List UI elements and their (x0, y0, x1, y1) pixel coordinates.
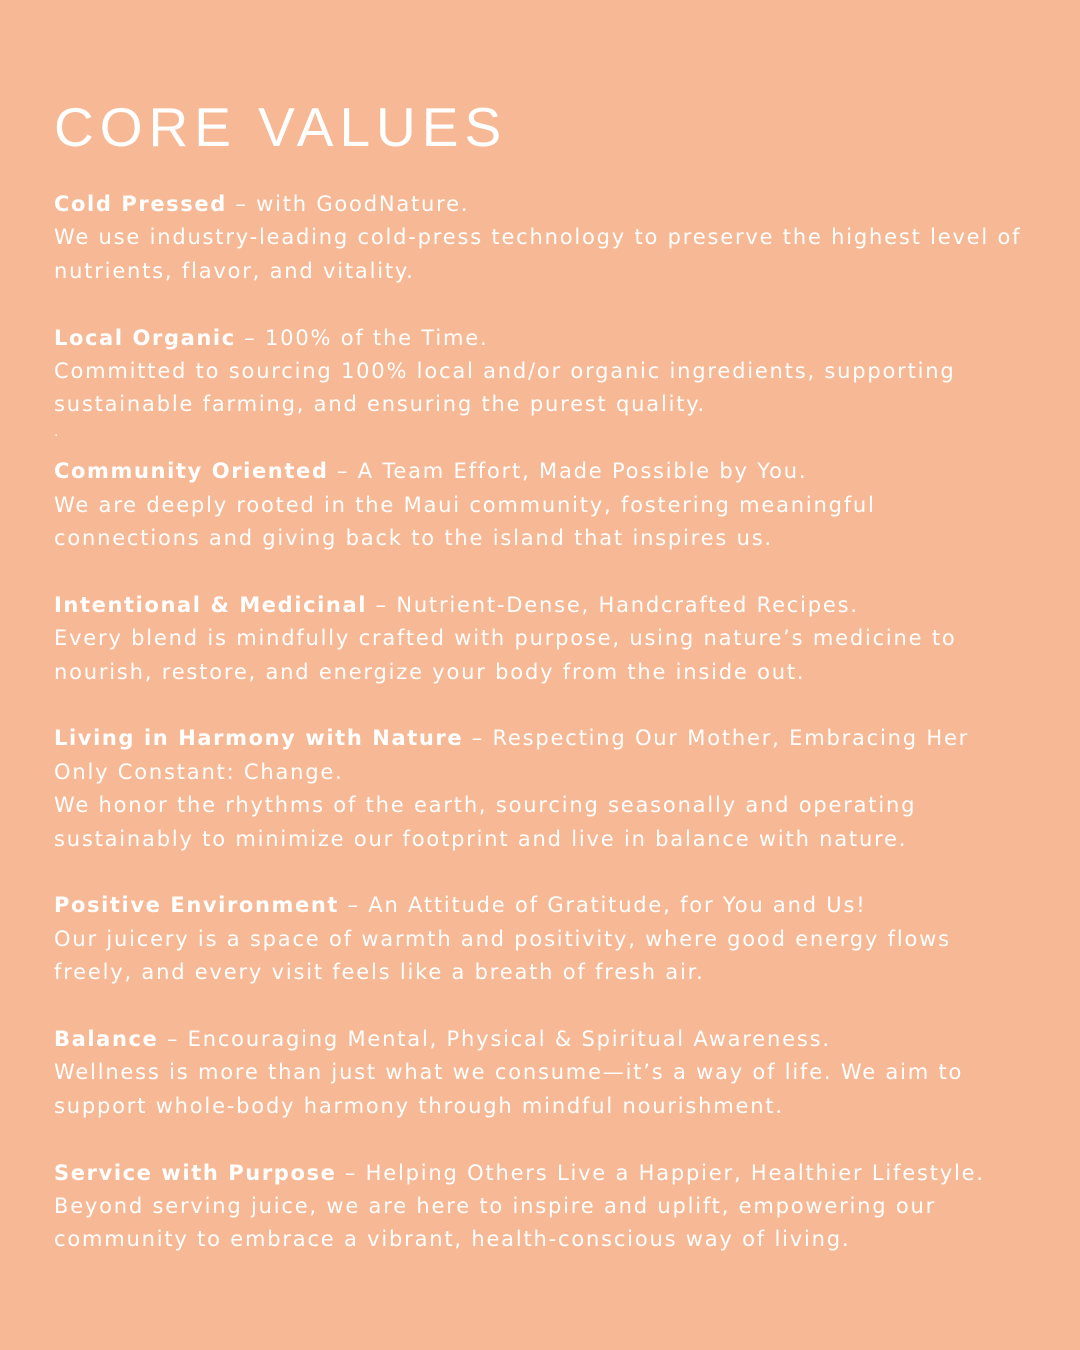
value-tagline: – Respecting Our Mother, Embracing Her Only Constant: Change. (54, 726, 970, 784)
value-description: Our juicery is a space of warmth and positivity, where good energy flows freely, and every visit feels like a breath of fresh air. (54, 926, 951, 985)
value-heading (54, 455, 1026, 488)
value-name: Balance (54, 1027, 159, 1052)
value-description: Every blend is mindfully crafted with purpose, using nature’s medicine to nourish, restore, and energize your body from the inside out. (54, 626, 957, 684)
value-description: Wellness is more than just what we consume—it’s a way of life. We aim to support whole-body harmony through mindful nourishment. (54, 1060, 964, 1118)
value-heading (54, 1023, 1026, 1056)
stray-dot-mark: . (54, 424, 61, 441)
value-tagline: – Nutrient-Dense, Handcrafted Recipes. (367, 592, 859, 617)
value-heading (54, 589, 1026, 622)
value-heading (54, 889, 1026, 922)
value-tagline: – Encouraging Mental, Physical & Spiritual Awareness. (158, 1027, 831, 1052)
value-tagline: – A Team Effort, Made Possible by You. (328, 459, 808, 484)
value-description: We use industry-leading cold-press technology to preserve the highest level of nutrients, flavor, and vitality. (54, 225, 1022, 283)
page-title: CORE VALUES (54, 96, 508, 158)
value-name: Service with Purpose (54, 1160, 337, 1185)
value-community-oriented (54, 424, 1026, 555)
core-values-list (54, 188, 1026, 1257)
value-balance (54, 1023, 1026, 1123)
value-tagline: – with GoodNature. (226, 192, 470, 216)
value-name: Positive Environment (54, 893, 340, 918)
value-name: Living in Harmony with Nature (54, 726, 464, 751)
value-name: Community Oriented (54, 459, 329, 484)
value-description: We honor the rhythms of the earth, sourcing seasonally and operating sustainably to minimize our footprint and live in balance with nature. (54, 793, 917, 851)
value-tagline: – 100% of the Time. (235, 325, 489, 350)
value-heading (54, 188, 1026, 221)
value-cold-pressed (54, 188, 1026, 288)
value-tagline: – Helping Others Live a Happier, Healthier Lifestyle. (336, 1160, 985, 1185)
value-description: We are deeply rooted in the Maui community, fostering meaningful connections and giving back to the island that inspires us. (54, 492, 876, 551)
value-heading (54, 1157, 1026, 1190)
value-heading (54, 322, 1026, 355)
value-name: Cold Pressed (54, 192, 227, 216)
value-name: Intentional & Medicinal (54, 592, 368, 617)
value-tagline: – An Attitude of Gratitude, for You and Us! (339, 893, 867, 918)
value-name: Local Organic (54, 325, 236, 350)
value-living-in-harmony-with-nature (54, 722, 1026, 856)
value-description: Beyond serving juice, we are here to inspire and uplift, empowering our community to embrace a vibrant, health-conscious way of living. (54, 1194, 937, 1252)
value-heading (54, 722, 1026, 789)
value-description: Committed to sourcing 100% local and/or organic ingredients, supporting sustainable farming, and ensuring the purest quality. (54, 359, 956, 417)
value-service-with-purpose (54, 1157, 1026, 1257)
value-positive-environment (54, 889, 1026, 989)
value-local-organic (54, 322, 1026, 422)
value-intentional-medicinal (54, 589, 1026, 689)
